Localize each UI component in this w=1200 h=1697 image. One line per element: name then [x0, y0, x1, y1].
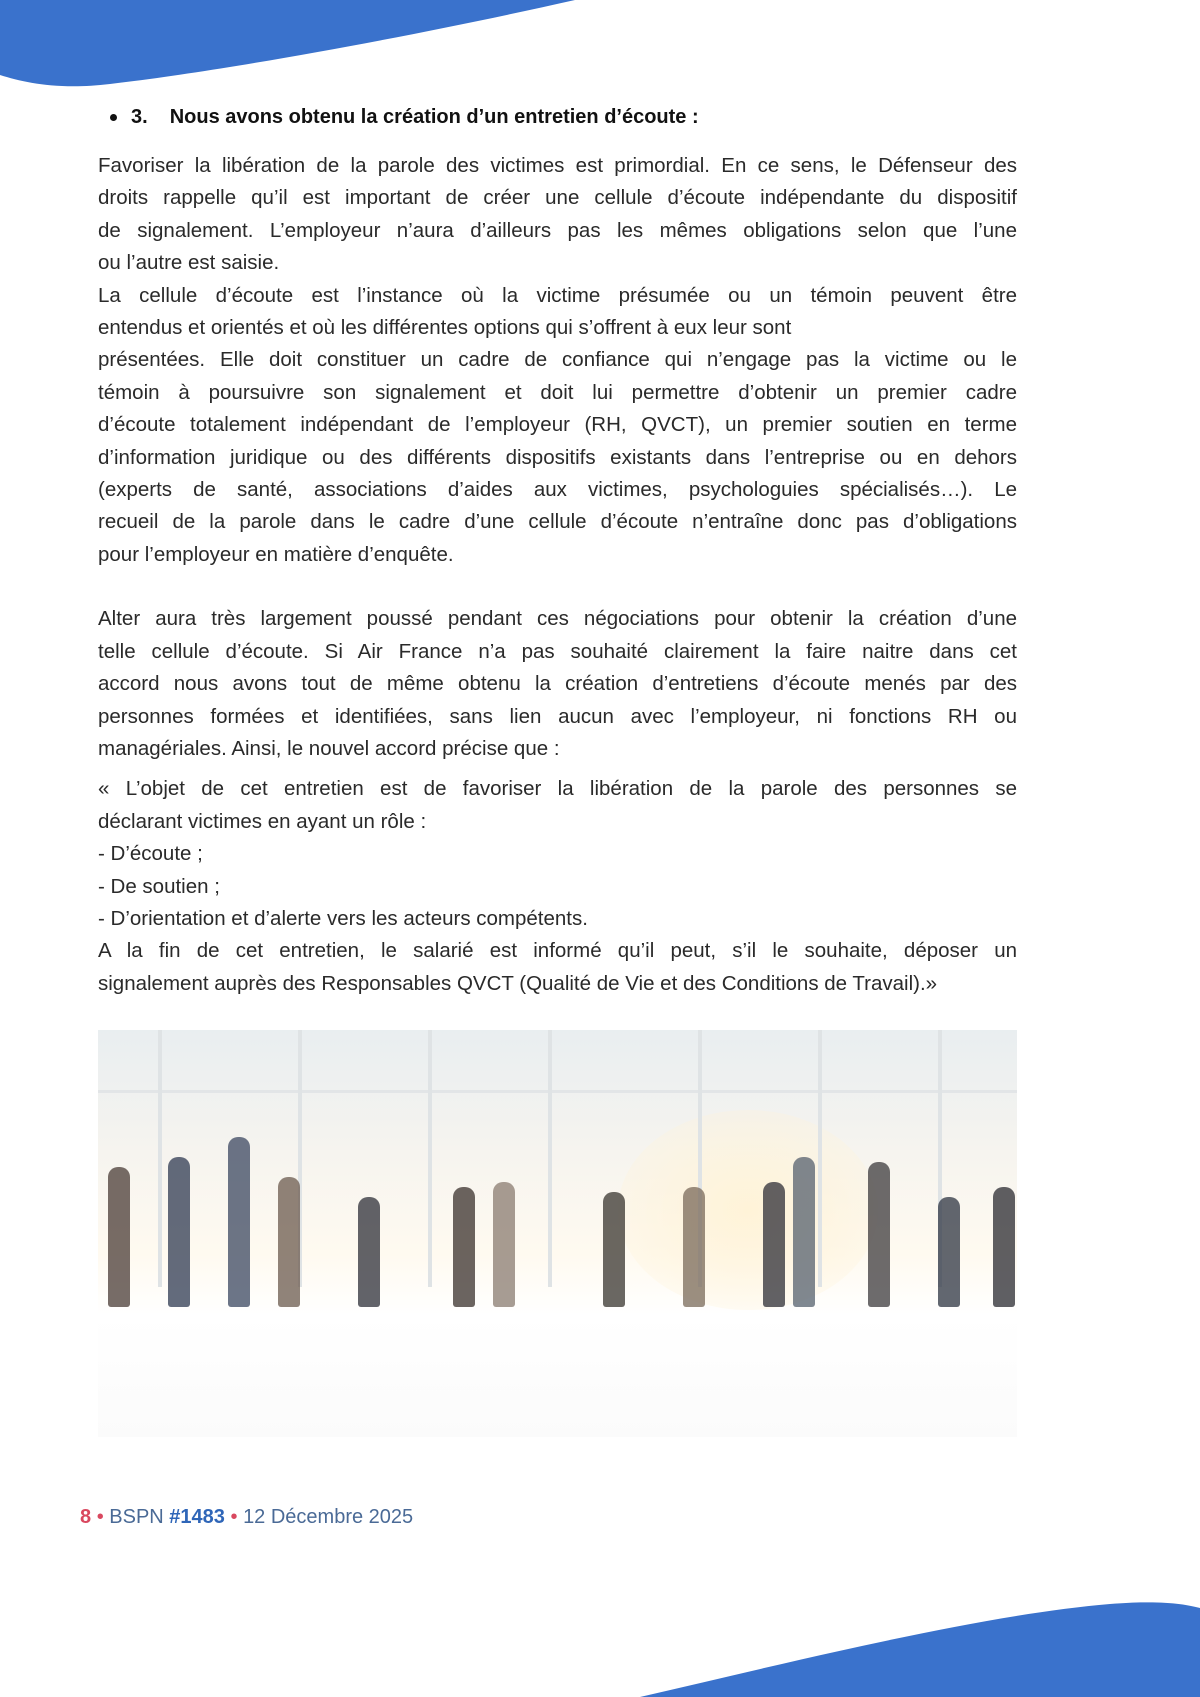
- top-wave-decoration: [0, 0, 600, 90]
- text-line: droits rappelle qu’il est important de créer une cellule d’écoute indépendante du dispositif: [98, 186, 1017, 210]
- text-line: déclarant victimes en ayant un rôle :: [98, 809, 427, 833]
- paragraph-2: [98, 280, 1017, 572]
- section-number: 3.: [131, 106, 148, 128]
- text-line: témoin à poursuivre son signalement et doit lui permettre d’obtenir un premier cadre: [98, 380, 1017, 404]
- publication-name: BSPN: [109, 1506, 164, 1528]
- text-line: A la fin de cet entretien, le salarié est informé qu’il peut, s’il le souhaite, déposer un: [98, 939, 1017, 963]
- footer-separator: •: [230, 1506, 238, 1528]
- section-heading: [110, 106, 699, 129]
- list-item: - De soutien ;: [98, 874, 220, 898]
- text-line: de signalement. L’employeur n’aura d’ailleurs pas les mêmes obligations selon que l’une: [98, 218, 1017, 242]
- text-line: « L’objet de cet entretien est de favoriser la libération de la parole des personnes se: [98, 777, 1017, 801]
- page-number: 8: [80, 1506, 92, 1528]
- quote-paragraph: [98, 773, 1017, 1000]
- text-line: Favoriser la libération de la parole des victimes est primordial. En ce sens, le Défenseur des: [98, 154, 1017, 177]
- text-line: (experts de santé, associations d’aides aux victimes, psychologuies spécialisés…). Le: [98, 477, 1017, 501]
- bottom-wave-decoration: [600, 1600, 1200, 1697]
- text-line: d’information juridique ou des différents dispositifs existants dans l’entreprise ou en dehors: [98, 445, 1017, 469]
- crowd-hall-photo: [98, 1030, 1017, 1437]
- list-item: - D’écoute ;: [98, 842, 203, 866]
- article-body: [98, 150, 1017, 1000]
- text-line: entendus et orientés et où les différentes options qui s’offrent à eux leur sont: [98, 315, 792, 339]
- text-line: d’écoute totalement indépendant de l’employeur (RH, QVCT), un premier soutien en terme: [98, 413, 1017, 437]
- paragraph-3: [98, 603, 1017, 765]
- text-line: accord nous avons tout de même obtenu la création d’entretiens d’écoute menés par des: [98, 672, 1017, 696]
- issue-number: #1483: [169, 1506, 225, 1528]
- section-title: Nous avons obtenu la création d’un entretien d’écoute :: [169, 106, 699, 128]
- text-line: Alter aura très largement poussé pendant ces négociations pour obtenir la création d’une: [98, 607, 1017, 631]
- text-line: recueil de la parole dans le cadre d’une cellule d’écoute n’entraîne donc pas d’obligations: [98, 510, 1017, 534]
- paragraph-1: [98, 150, 1017, 280]
- text-line: personnes formées et identifiées, sans lien aucun avec l’employeur, ni fonctions RH ou: [98, 704, 1017, 728]
- footer-separator: •: [96, 1506, 104, 1528]
- text-line: La cellule d’écoute est l’instance où la victime présumée ou un témoin peuvent être: [98, 283, 1017, 307]
- text-line: managériales. Ainsi, le nouvel accord précise que :: [98, 737, 560, 761]
- text-line: telle cellule d’écoute. Si Air France n’a pas souhaité clairement la faire naitre dans cet: [98, 639, 1017, 663]
- text-line: ou l’autre est saisie.: [98, 251, 280, 275]
- list-item: - D’orientation et d’alerte vers les acteurs compétents.: [98, 906, 588, 930]
- text-line: pour l’employeur en matière d’enquête.: [98, 542, 454, 566]
- text-line: signalement auprès des Responsables QVCT (Qualité de Vie et des Conditions de Travail).»: [98, 971, 938, 995]
- bullet-icon: [110, 114, 117, 121]
- publication-date: 12 Décembre 2025: [243, 1506, 414, 1528]
- page-footer: [80, 1506, 413, 1529]
- text-line: présentées. Elle doit constituer un cadre de confiance qui n’engage pas la victime ou le: [98, 348, 1017, 372]
